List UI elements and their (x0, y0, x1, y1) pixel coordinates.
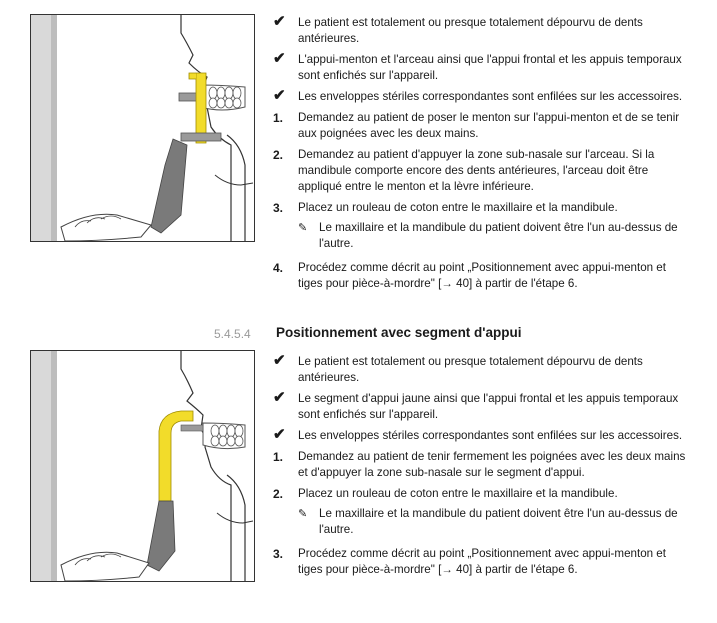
instruction-list-2 (273, 354, 693, 578)
checkmark-icon: ✔ (273, 13, 286, 30)
figure-support-segment (30, 350, 255, 582)
step-number: 2. (273, 148, 284, 162)
step-item: 4. Procédez comme décrit au point „Positionnement avec appui-menton et tiges pour pièce-à-mordre" [→ 40] à partir de l'étape 6. (273, 261, 666, 290)
step-number: 3. (273, 547, 284, 561)
step-number: 3. (273, 201, 284, 215)
result-arrow-icon: ✎ (298, 222, 308, 234)
checkmark-icon: ✔ (273, 352, 286, 369)
step-item: 2. Placez un rouleau de coton entre le maxillaire et la mandibule. ✎ Le maxillaire et la mandibule du patient doivent être l'un au-dessus de l'autre. (273, 486, 693, 538)
checkmark-icon: ✔ (273, 389, 286, 406)
prerequisite-item: ✔ Le patient est totalement ou presque totalement dépourvu de dents antérieures. (273, 13, 643, 45)
prerequisite-item: ✔ L'appui-menton et l'arceau ainsi que l'appui frontal et les appuis temporaux sont enfichés sur l'appareil. (273, 50, 682, 82)
step-number: 2. (273, 487, 284, 501)
step-number: 4. (273, 261, 284, 275)
figure-chin-rest-arc (30, 14, 255, 242)
step-item: 3. Placez un rouleau de coton entre le maxillaire et la mandibule. ✎ Le maxillaire et la mandibule du patient doivent être l'un au-dessus de l'autre. (273, 200, 693, 252)
step-result: ✎ Le maxillaire et la mandibule du patient doivent être l'un au-dessus de l'autre. (298, 507, 678, 536)
step-number: 1. (273, 450, 284, 464)
section-title: Positionnement avec segment d'appui (276, 325, 522, 340)
prerequisite-item: ✔ Les enveloppes stériles correspondantes sont enfilées sur les accessoires. (273, 426, 683, 443)
step-item: 2. Demandez au patient d'appuyer la zone sub-nasale sur l'arceau. Si la mandibule comporte encore des dents antérieures, l'arceau doit être appliqué entre le menton et la lèvre inférieure. (273, 148, 655, 193)
instruction-list-1 (273, 15, 693, 292)
checkmark-icon: ✔ (273, 50, 286, 67)
step-item: 1. Demandez au patient de poser le menton sur l'appui-menton et de se tenir aux poignées avec les deux mains. (273, 111, 680, 140)
illustration-support-segment (31, 351, 254, 581)
result-arrow-icon: ✎ (298, 508, 308, 520)
step-item: 3. Procédez comme décrit au point „Positionnement avec appui-menton et tiges pour pièce-à-mordre" [→ 40] à partir de l'étape 6. (273, 547, 666, 576)
step-result: ✎ Le maxillaire et la mandibule du patient doivent être l'un au-dessus de l'autre. (298, 221, 678, 250)
prerequisite-item: ✔ Le segment d'appui jaune ainsi que l'appui frontal et les appuis temporaux sont enfichés sur l'appareil. (273, 389, 679, 421)
illustration-chin-rest (31, 15, 254, 241)
checkmark-icon: ✔ (273, 87, 286, 104)
prerequisite-item: ✔ Le patient est totalement ou presque totalement dépourvu de dents antérieures. (273, 352, 643, 384)
section-number: 5.4.5.4 (214, 327, 251, 341)
step-number: 1. (273, 111, 284, 125)
step-item: 1. Demandez au patient de tenir fermement les poignées avec les deux mains et d'appuyer la zone sub-nasale sur le segment d'appui. (273, 450, 686, 479)
prerequisite-item: ✔ Les enveloppes stériles correspondantes sont enfilées sur les accessoires. (273, 87, 683, 104)
checkmark-icon: ✔ (273, 426, 286, 443)
